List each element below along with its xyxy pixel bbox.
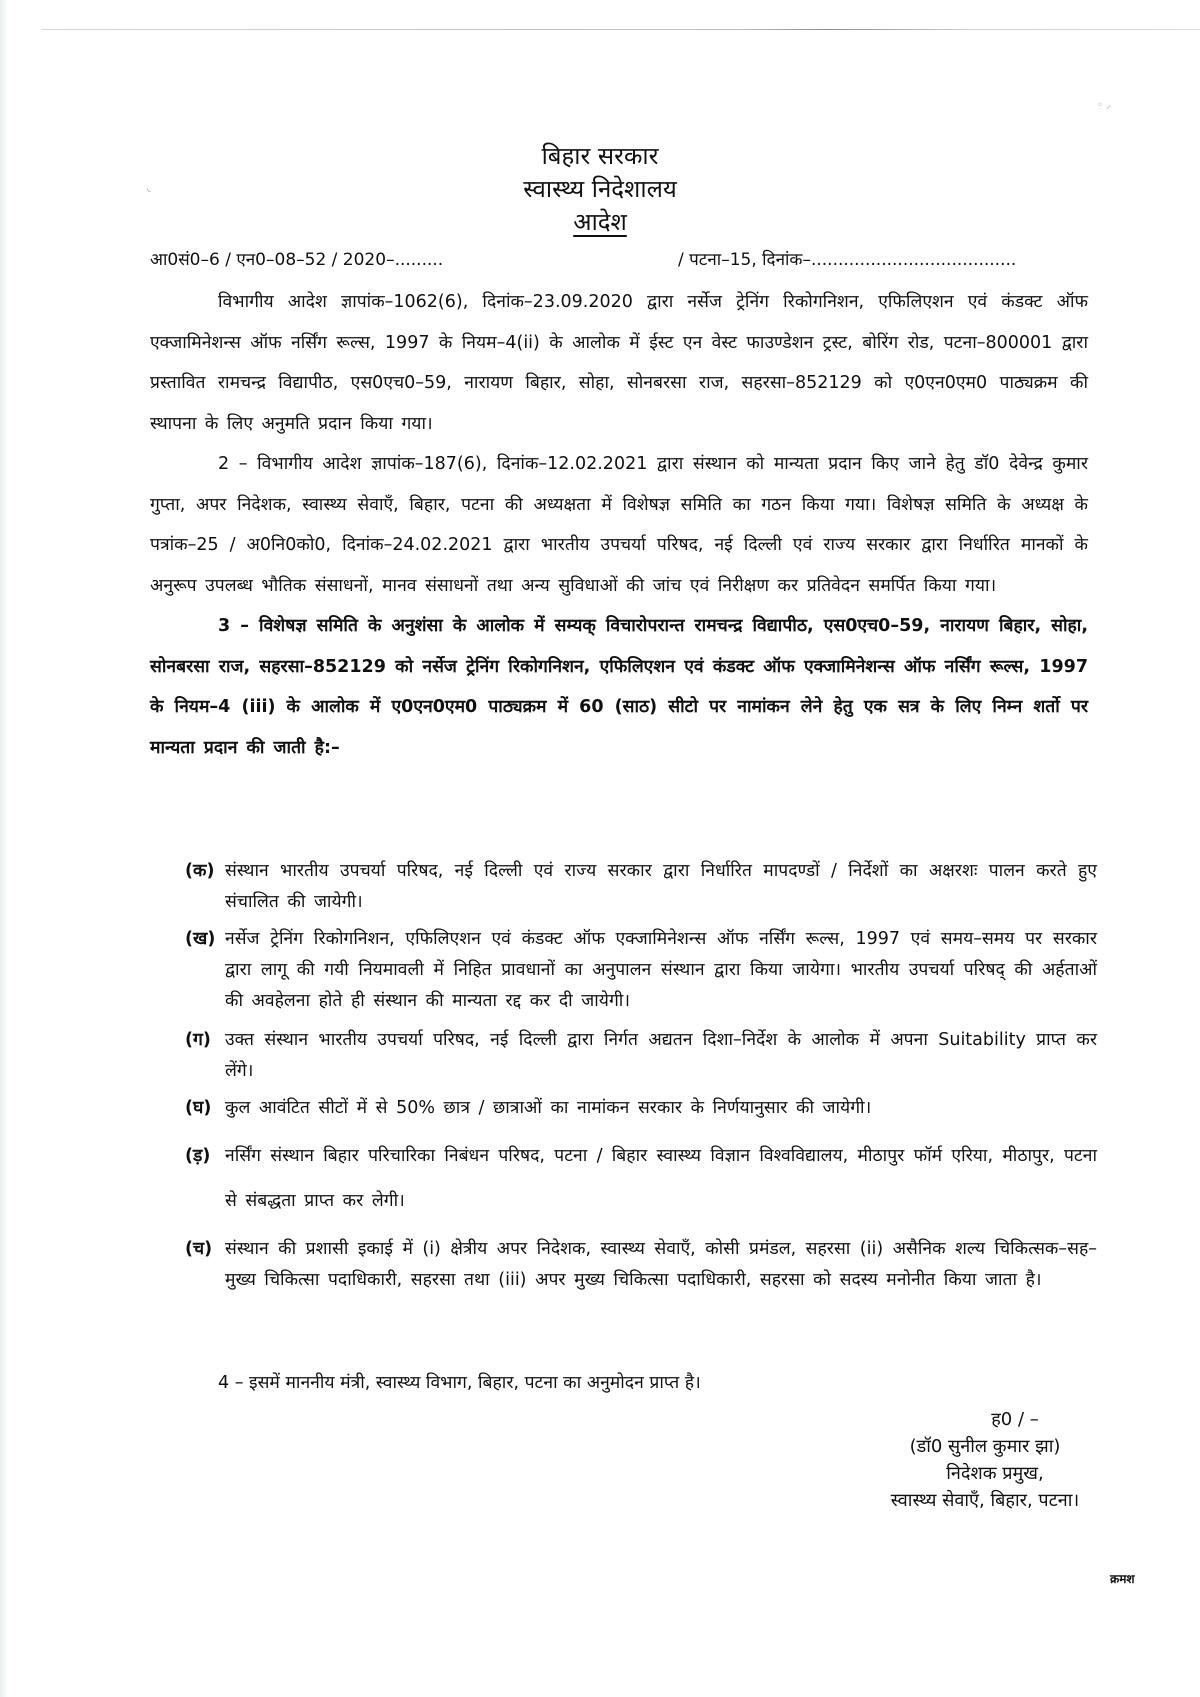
scan-speck: ◦ ⸝ [1097, 100, 1112, 111]
condition-text: नर्सिंग संस्थान बिहार परिचारिका निबंधन परिषद, पटना / बिहार स्वास्थ्य विज्ञान विश्वविद्यालय, मीठापुर फॉर्म एरिया, मीठापुर, पटना से संबद्धता प्राप्त कर लेगी। [225, 1146, 1097, 1211]
condition-label: (ख) [185, 929, 216, 949]
condition-text: कुल आवंटित सीटों में से 50% छात्र / छात्राओं का नामांकन सरकार के निर्णयानुसार की जायेगी। [225, 1098, 872, 1118]
signature-block [840, 1406, 1130, 1514]
signed-mark: ह0 / – [991, 1409, 1039, 1430]
signatory-name: (डॉ0 सुनील कुमार झा) [909, 1436, 1061, 1457]
condition-item [185, 924, 1097, 1017]
condition-label: (च) [185, 1239, 213, 1259]
condition-text: संस्थान की प्रशासी इकाई में (i) क्षेत्रीय अपर निदेशक, स्वास्थ्य सेवाएँ, कोसी प्रमंडल, सहरसा (ii) असैनिक शल्य चिकित्सक–सह–मुख्य चिकित्सा पदाधिकारी, सहरसा तथा (iii) अपर मुख्य चिकित्सा पदाधिकारी, सहरसा को सदस्य मनोनीत किया जाता है। [225, 1239, 1097, 1290]
department-title: स्वास्थ्य निदेशालय [523, 175, 677, 203]
signatory-office: स्वास्थ्य सेवाएँ, बिहार, पटना। [890, 1490, 1080, 1511]
order-number: आ0सं0–6 / एन0–08–52 / 2020–......... [150, 250, 444, 270]
condition-item [185, 1134, 1097, 1224]
place-date: / पटना–15, दिनांक–...................................... [678, 250, 1017, 270]
scan-shadow [0, 0, 8, 1697]
paragraph-2: 2 – विभागीय आदेश ज्ञापांक–187(6), दिनांक–12.02.2021 द्वारा संस्थान को मान्यता प्रदान किए जाने हेतु डॉ0 देवेन्द्र कुमार गुप्ता, अपर निदेशक, स्वास्थ्य सेवाएँ, बिहार, पटना की अध्यक्षता में विशेषज्ञ समिति का गठन किया गया। विशेषज्ञ समिति के अध्यक्ष के पत्रांक–25 / अ0नि0को0, दिनांक–24.02.2021 द्वारा भारतीय उपचर्या परिषद, नई दिल्ली एवं राज्य सरकार द्वारा निर्धारित मानकों के अनुरूप उपलब्ध भौतिक संसाधनों, मानव संसाधनों तथा अन्य सुविधाओं की जांच एवं निरीक्षण कर प्रतिवेदन समर्पित किया गया। [150, 454, 1088, 596]
conditions-list [185, 856, 1097, 1296]
government-title: बिहार सरकार [541, 142, 659, 170]
continuation-mark: क्रमश [1110, 1572, 1135, 1586]
condition-label: (घ) [185, 1098, 212, 1118]
condition-item [185, 1093, 1097, 1124]
condition-text: उक्त संस्थान भारतीय उपचर्या परिषद, नई दिल्ली द्वारा निर्गत अद्यतन दिशा–निर्देश के आलोक में अपना Suitability प्राप्त कर लेंगे। [225, 1030, 1097, 1081]
paragraph-1: विभागीय आदेश ज्ञापांक–1062(6), दिनांक–23.09.2020 द्वारा नर्सेज ट्रेनिंग रिकोगनिशन, एफिलिएशन एवं कंडक्ट ऑफ एक्जामिनेशन्स ऑफ नर्सिंग रूल्स, 1997 के नियम–4(ii) के आलोक में ईस्ट एन वेस्ट फाउण्डेशन ट्रस्ट, बोरिंग रोड, पटना–800001 द्वारा प्रस्तावित रामचन्द्र विद्यापीठ, एस0एच0–59, नारायण बिहार, सोहा, सोनबरसा राज, सहरसा–852129 को ए0एन0एम0 पाठ्यक्रम की स्थापना के लिए अनुमति प्रदान किया गया। [150, 292, 1088, 434]
condition-label: (ड़) [185, 1146, 211, 1166]
document-type-title: आदेश [573, 208, 627, 236]
paragraph-4: 4 – इसमें माननीय मंत्री, स्वास्थ्य विभाग, बिहार, पटना का अनुमोदन प्राप्त है। [218, 1373, 701, 1393]
document-header [0, 140, 1200, 239]
condition-label: (क) [185, 861, 215, 881]
scan-speck: ◟ [147, 183, 151, 194]
condition-text: नर्सेज ट्रेनिंग रिकोगनिशन, एफिलिएशन एवं कंडक्ट ऑफ एक्जामिनेशन्स ऑफ नर्सिंग रूल्स, 1997 एवं समय–समय पर सरकार द्वारा लागू की गयी नियमावली में निहित प्रावधानों का अनुपालन संस्थान द्वारा किया जायेगा। भारतीय उपचर्या परिषद् की अर्हताओं की अवहेलना होते ही संस्थान की मान्यता रद्द कर दी जायेगी। [225, 929, 1097, 1011]
condition-item [185, 856, 1097, 918]
order-body [150, 282, 1088, 768]
scan-edge-line [42, 29, 1200, 30]
paragraph-3: 3 – विशेषज्ञ समिति के अनुशंसा के आलोक में सम्यक् विचारोपरान्त रामचन्द्र विद्यापीठ, एस0एच0–59, नारायण बिहार, सोहा, सोनबरसा राज, सहरसा–852129 को नर्सेज ट्रेनिंग रिकोगनिशन, एफिलिएशन एवं कंडक्ट ऑफ एक्जामिनेशन्स ऑफ नर्सिंग रूल्स, 1997 के नियम–4 (iii) के आलोक में ए0एन0एम0 पाठ्यक्रम में 60 (साठ) सीटो पर नामांकन लेने हेतु एक सत्र के लिए निम्न शर्तो पर मान्यता प्रदान की जाती है:– [150, 616, 1088, 758]
condition-text: संस्थान भारतीय उपचर्या परिषद, नई दिल्ली एवं राज्य सरकार द्वारा निर्धारित मापदण्डों / निर्देशों का अक्षरशः पालन करते हुए संचालित की जायेगी। [225, 861, 1097, 912]
signatory-designation: निदेशक प्रमुख, [946, 1463, 1044, 1484]
condition-label: (ग) [185, 1030, 211, 1050]
condition-item [185, 1234, 1097, 1296]
condition-item [185, 1025, 1097, 1087]
